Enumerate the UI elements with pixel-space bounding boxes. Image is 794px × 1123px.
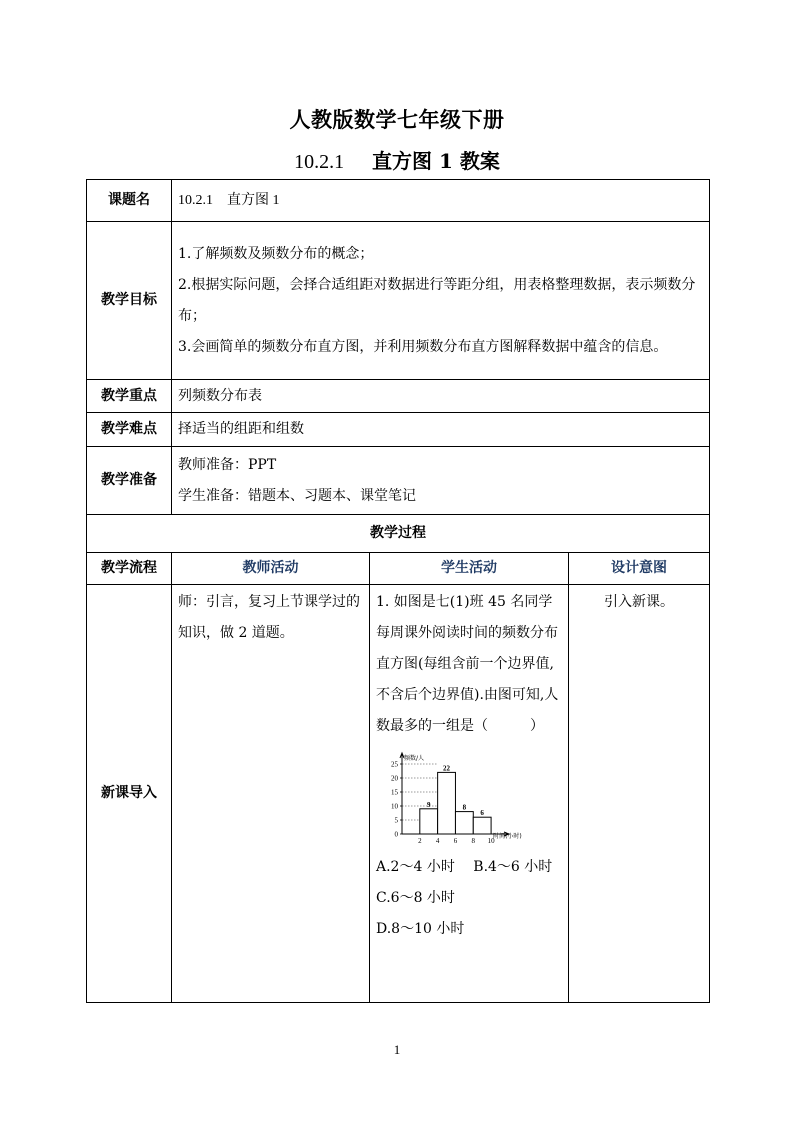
option-d: D.8～10 小时 (376, 921, 465, 937)
y-tick-label: 5 (394, 816, 398, 825)
row-goals (87, 222, 710, 380)
course-value: 10.2.1 直方图 1 (172, 180, 710, 222)
x-tick-label: 4 (435, 837, 440, 845)
goal-item: 2.根据实际问题，会择合适组距对数据进行等距分组，用表格整理数据，表示频数分布； (178, 276, 696, 324)
prep-value (172, 447, 710, 515)
row-difficulty (87, 413, 710, 447)
lesson-plan-table (86, 179, 710, 1003)
row-key-point (87, 380, 710, 413)
col-student: 学生活动 (370, 553, 569, 585)
bar-value-label: 22 (443, 764, 451, 773)
document-title: 人教版数学七年级下册 (289, 107, 505, 132)
student-question: 1. 如图是七(1)班 45 名同学每周课外阅读时间的频数分布直方图(每组含前一个边界值,不含后个边界值).由图可知,人数最多的一组是（ ） (376, 594, 559, 734)
option-abc: A.2～4 小时 B.4～6 小时 C.6～8 小时 (376, 859, 571, 906)
prep-student: 学生准备：错题本、习题本、课堂笔记 (178, 487, 416, 504)
histogram-bar (438, 772, 456, 834)
histogram-bar (455, 812, 473, 834)
lesson-number: 10.2.1 (294, 151, 345, 173)
frequency-histogram (376, 748, 526, 848)
goal-item: 1.了解频数及频数分布的概念； (178, 245, 374, 262)
prep-label: 教学准备 (87, 447, 172, 515)
student-activity (370, 585, 569, 1003)
x-tick-label: 10 (487, 837, 495, 845)
key-label: 教学重点 (87, 380, 172, 413)
row-course (87, 180, 710, 222)
difficulty-value: 择适当的组距和组数 (172, 413, 710, 447)
y-tick-label: 25 (391, 760, 398, 769)
y-tick-label: 10 (391, 802, 398, 811)
course-label: 课题名 (87, 180, 172, 222)
col-flow: 教学流程 (87, 553, 172, 585)
col-intent: 设计意图 (569, 553, 710, 585)
x-tick-label: 6 (453, 837, 458, 845)
difficulty-label: 教学难点 (87, 413, 172, 447)
goal-item: 3.会画简单的频数分布直方图，并利用频数分布直方图解释数据中蕴含的信息。 (178, 338, 668, 355)
process-title: 教学过程 (87, 515, 710, 553)
y-axis-label: 频数/人 (404, 755, 425, 762)
x-tick-label: 8 (471, 837, 476, 845)
row-new-lesson (87, 585, 710, 1003)
bar-value-label: 9 (426, 800, 431, 809)
lesson-name: 直方图 1 教案 (372, 149, 500, 173)
goals-list (172, 222, 710, 380)
histogram-bar (420, 809, 438, 834)
x-axis-label: 时间(小时) (493, 833, 522, 840)
prep-teacher: 教师准备：PPT (178, 456, 277, 473)
y-tick-label: 20 (391, 774, 398, 783)
page-number: 1 (393, 1042, 401, 1057)
col-teacher: 教师活动 (172, 553, 370, 585)
y-tick-label: 0 (394, 830, 398, 839)
bar-value-label: 6 (480, 809, 484, 818)
bar-value-label: 8 (462, 803, 467, 812)
stage-label: 新课导入 (87, 585, 172, 1003)
teacher-activity: 师：引言，复习上节课学过的知识，做 2 道题。 (172, 585, 370, 1003)
goals-label: 教学目标 (87, 222, 172, 380)
histogram-bar (473, 817, 491, 834)
row-preparation (87, 447, 710, 515)
document-subtitle (0, 145, 794, 174)
design-intent: 引入新课。 (569, 585, 710, 1003)
row-process-title (87, 515, 710, 553)
y-tick-label: 15 (391, 788, 398, 797)
key-value: 列频数分布表 (172, 380, 710, 413)
row-process-header (87, 553, 710, 585)
x-tick-label: 2 (418, 837, 422, 845)
